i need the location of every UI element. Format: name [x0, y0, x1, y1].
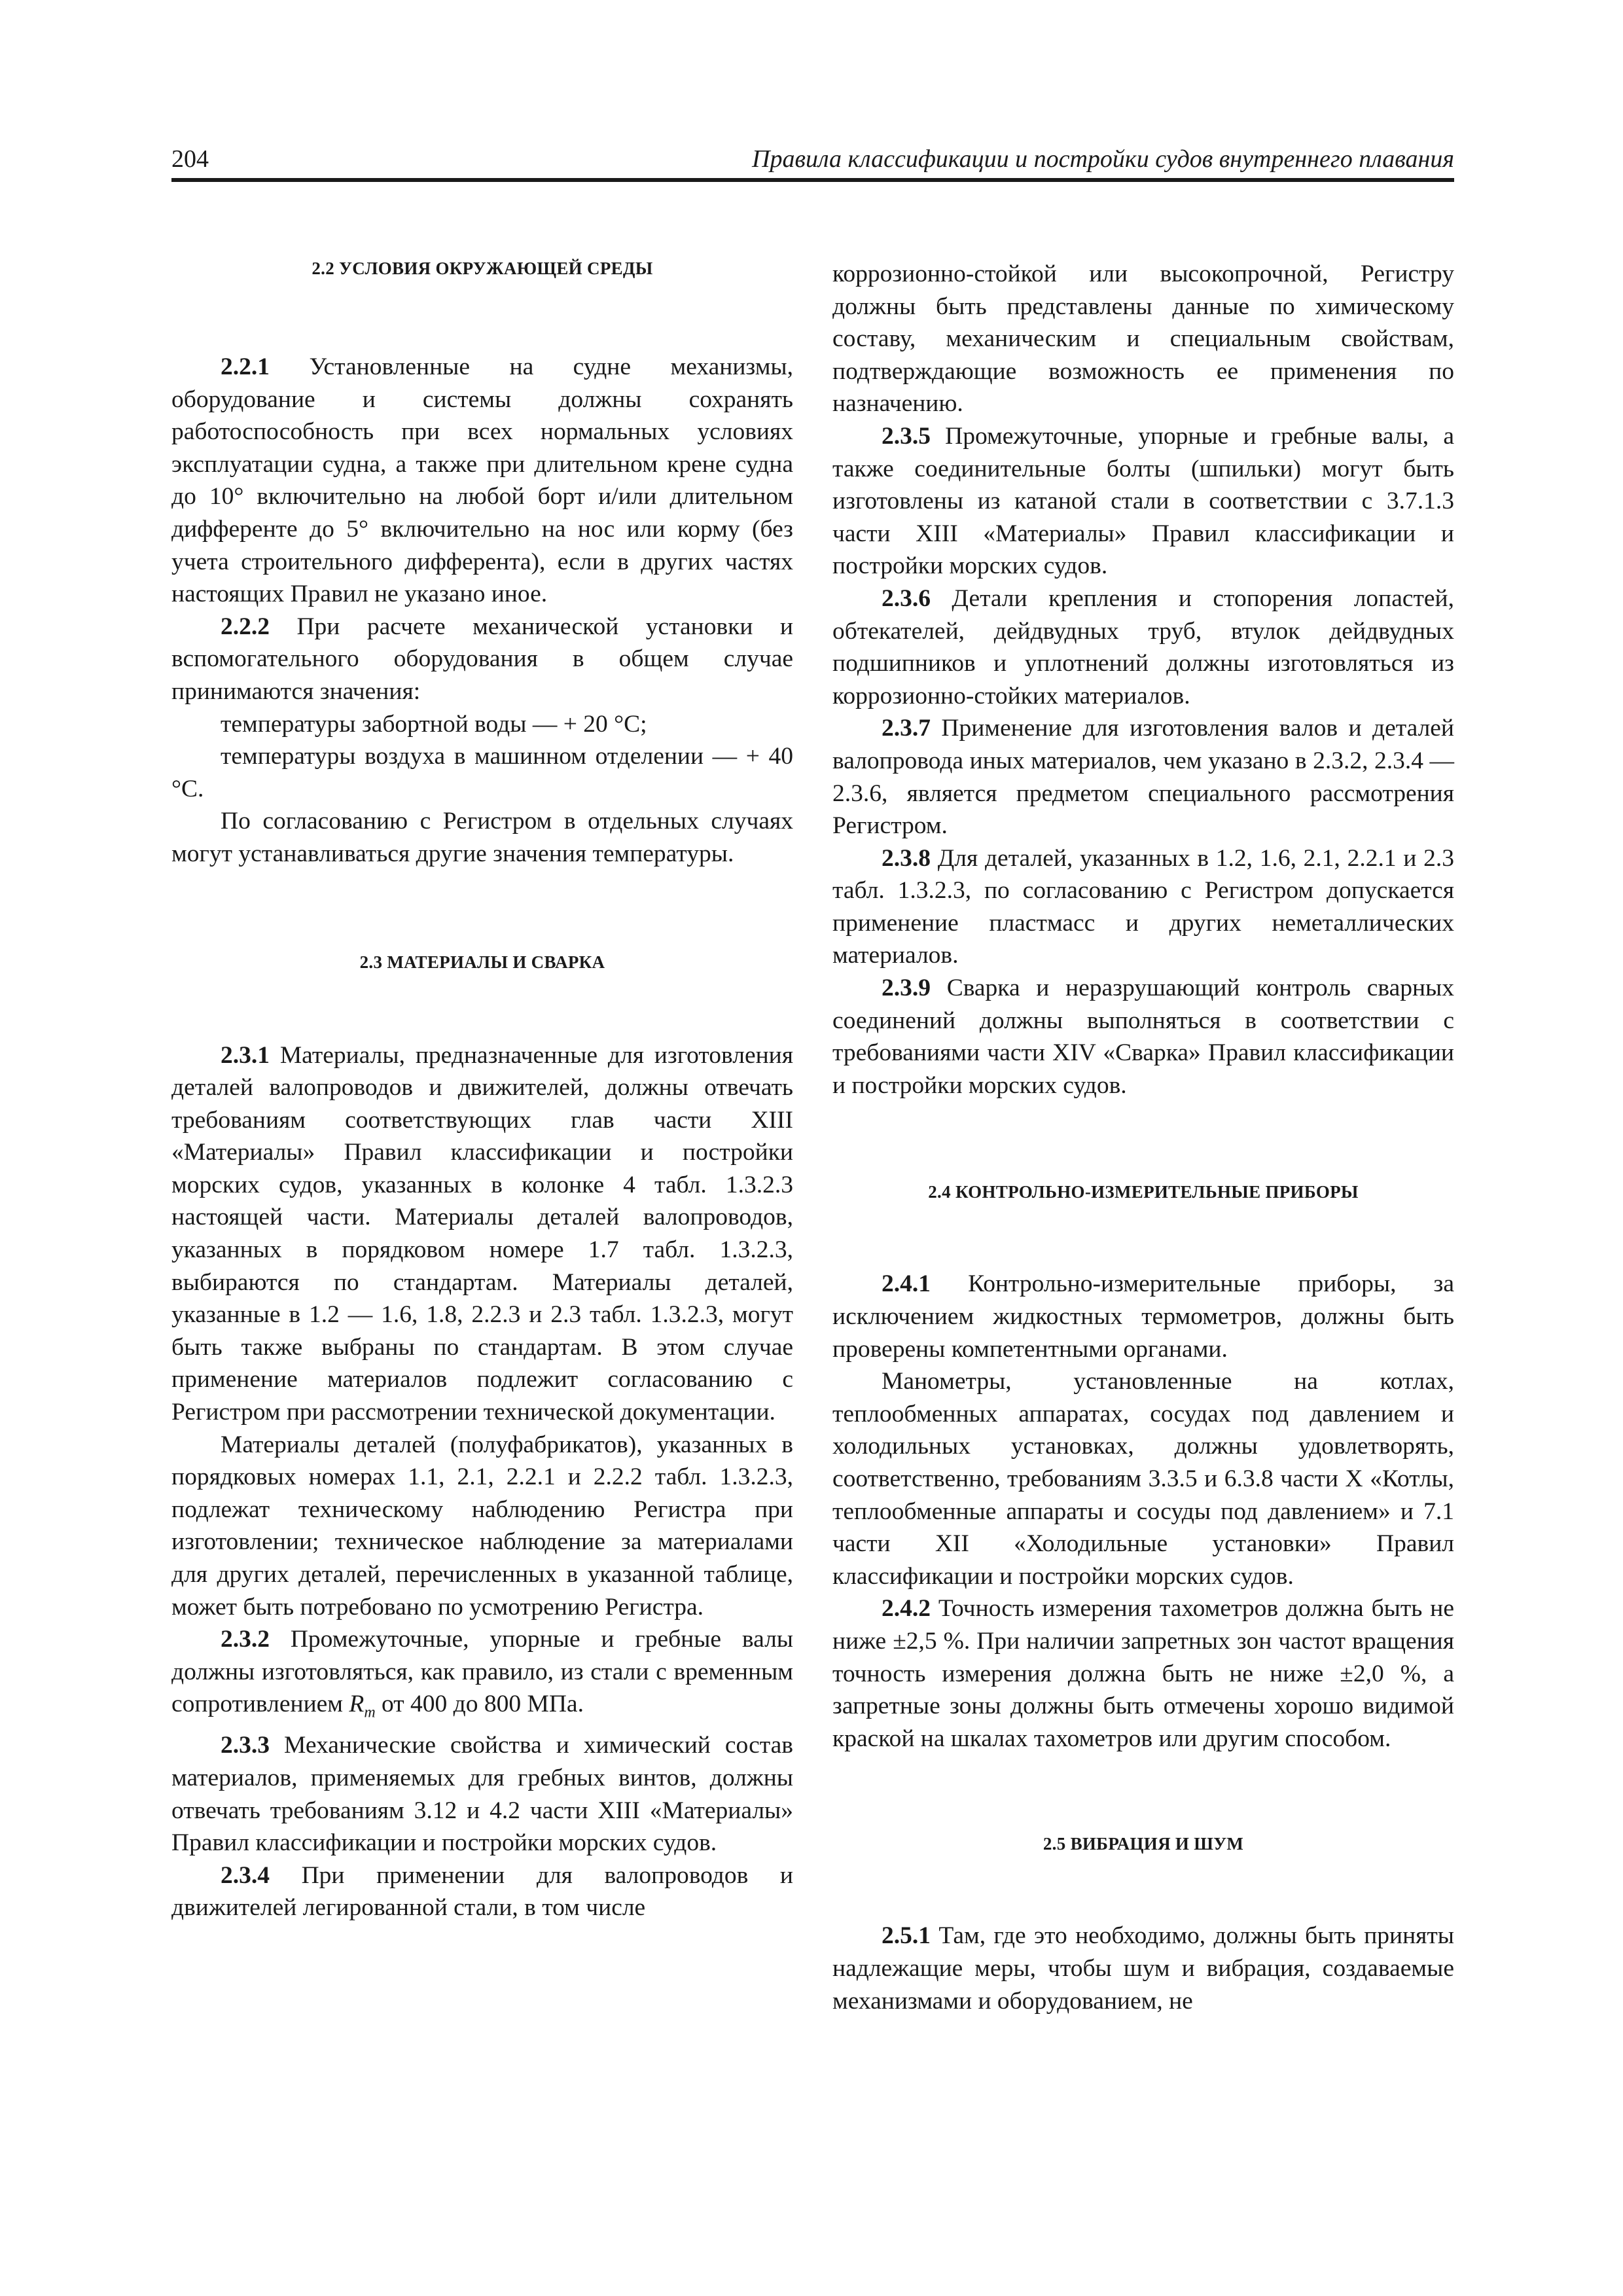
paragraph-2-2-1 [171, 351, 793, 611]
paragraph-text: Применение для изготовления валов и деталей валопровода иных материалов, чем указано в 2.3.2, 2.3.4 — 2.3.6, является предметом специального рассмотрения Регистром. [832, 715, 1454, 840]
temperature-water: температуры забортной воды — + 20 °С; [221, 710, 647, 738]
paragraph-text: Для деталей, указанных в 1.2, 1.6, 2.1, 2.2.1 и 2.3 табл. 1.3.2.3, по согласованию с Регистром допускается применение пластмасс и других неметаллических материалов. [832, 844, 1454, 969]
clause-number: 2.3.5 [882, 422, 931, 450]
page-number: 204 [171, 145, 209, 173]
clause-number: 2.3.4 [221, 1861, 270, 1889]
section-heading-2-2: 2.2 УСЛОВИЯ ОКРУЖАЮЩЕЙ СРЕДЫ [312, 259, 653, 278]
header-rule [171, 178, 1454, 182]
symbol-r: R [349, 1691, 365, 1718]
temperature-air: температуры воздуха в машинном отделении — + 40 °С. [171, 743, 793, 802]
paragraph-2-2-2 [171, 611, 793, 708]
paragraph-2-3-7 [832, 712, 1454, 842]
paragraph-text: от 400 до 800 МПа. [375, 1691, 584, 1718]
paragraph-text: Точность измерения тахометров должна быть не ниже ±2,5 %. При наличии запретных зон частот вращения точность измерения должна быть не ниже ±2,0 %, а запретные зоны должны быть отмечены хорошо видимой краской на шкалах тахометров или другим способом. [832, 1595, 1454, 1752]
paragraph-text: При применении для валопроводов и движителей легированной стали, в том числе [171, 1861, 793, 1922]
left-column [171, 255, 793, 1924]
paragraph-text: Промежуточные, упорные и гребные валы, а также соединительные болты (шпильки) могут быть изготовлены из катаной стали в соответствии с 3.7.1.3 части XIII «Материалы» Правил классификации и постройки морских судов. [832, 422, 1454, 580]
running-title: Правила классификации и постройки судов внутреннего плавания [752, 145, 1454, 173]
paragraph-2-3-1 [171, 1039, 793, 1429]
clause-number: 2.3.3 [221, 1732, 270, 1759]
paragraph-text: Материалы, предназначенные для изготовления деталей валопроводов и движителей, должны отвечать требованиям соответствующих глав части XIII «Материалы» Правил классификации и постройки морских судов, указанных в колонке 4 табл. 1.3.2.3 настоящей части. Материалы деталей валопроводов, указанных в порядковом номере 1.7 табл. 1.3.2.3, выбираются по стандартам. Материалы деталей, указанные в 1.2 — 1.6, 1.8, 2.2.3 и 2.3 табл. 1.3.2.3, могут быть также выбраны по стандартам. В этом случае применение материалов подлежит согласованию с Регистром при рассмотрении технической документации. [171, 1041, 793, 1426]
paragraph-2-5-1 [832, 1920, 1454, 2017]
paragraph-text: Механические свойства и химический состав материалов, применяемых для гребных винтов, должны отвечать требованиям 3.12 и 4.2 части XIII «Материалы» Правил классификации и постройки морских судов. [171, 1732, 793, 1857]
symbol-subscript: m [364, 1704, 376, 1721]
clause-number: 2.2.2 [221, 613, 270, 640]
page-header [171, 143, 1454, 181]
paragraph-2-3-9 [832, 972, 1454, 1102]
section-heading-2-5: 2.5 ВИБРАЦИЯ И ШУМ [1043, 1834, 1244, 1854]
clause-number: 2.4.1 [882, 1270, 931, 1298]
clause-number: 2.3.8 [882, 844, 931, 872]
paragraph-text: При расчете механической установки и вспомогательного оборудования в общем случае принимаются значения: [171, 613, 793, 705]
section-heading-2-4: 2.4 КОНТРОЛЬНО-ИЗМЕРИТЕЛЬНЫЕ ПРИБОРЫ [928, 1182, 1359, 1202]
paragraph-agreement: По согласованию с Регистром в отдельных случаях могут устанавливаться другие значения температуры. [171, 808, 793, 867]
paragraph-2-3-1-b: Материалы деталей (полуфабрикатов), указанных в порядковых номерах 1.1, 2.1, 2.2.1 и 2.2.2 табл. 1.3.2.3, подлежат техническому наблюдению Регистра при изготовлении; техническое наблюдение за материалами для других деталей, перечисленных в указанной таблице, может быть потребовано по усмотрению Регистра. [171, 1431, 793, 1621]
clause-number: 2.3.9 [882, 975, 931, 1002]
paragraph-2-4-1-b: Манометры, установленные на котлах, теплообменных аппаратах, сосудах под давлением и холодильных установках, должны удовлетворять, соответственно, требованиям 3.3.5 и 6.3.8 части X «Котлы, теплообменные аппараты и сосуды под давлением» и 7.1 части XII «Холодильные установки» Правил классификации и постройки морских судов. [832, 1368, 1454, 1590]
paragraph-2-3-5 [832, 420, 1454, 583]
clause-number: 2.3.1 [221, 1041, 270, 1069]
clause-number: 2.5.1 [882, 1922, 931, 1950]
clause-number: 2.2.1 [221, 353, 270, 380]
paragraph-2-4-2 [832, 1592, 1454, 1755]
paragraph-text: Детали крепления и стопорения лопастей, обтекателей, дейдвудных труб, втулок дейдвудных подшипников и уплотнений должны изготовляться из коррозионно-стойких материалов. [832, 584, 1454, 709]
paragraph-text: Там, где это необходимо, должны быть приняты надлежащие меры, чтобы шум и вибрация, создаваемые механизмами и оборудованием, не [832, 1922, 1454, 2015]
clause-number: 2.3.7 [882, 715, 931, 742]
right-column [832, 258, 1454, 2017]
paragraph-2-3-3 [171, 1729, 793, 1859]
paragraph-2-4-1 [832, 1268, 1454, 1365]
section-heading-2-3: 2.3 МАТЕРИАЛЫ И СВАРКА [359, 952, 605, 972]
clause-number: 2.3.2 [221, 1626, 270, 1653]
paragraph-text: Промежуточные, упорные и гребные валы должны изготовляться, как правило, из стали с временным сопротивлением [171, 1626, 793, 1718]
paragraph-2-3-6 [832, 583, 1454, 712]
paragraph-text: Сварка и неразрушающий контроль сварных соединений должны выполняться в соответствии с требованиями части XIV «Сварка» Правил классификации и постройки морских судов. [832, 975, 1454, 1099]
paragraph-2-3-8 [832, 842, 1454, 972]
paragraph-text: Контрольно-измерительные приборы, за исключением жидкостных термометров, должны быть проверены компетентными органами. [832, 1270, 1454, 1363]
paragraph-2-3-4 [171, 1859, 793, 1924]
paragraph-2-3-2 [171, 1623, 793, 1729]
clause-number: 2.3.6 [882, 584, 931, 612]
clause-number: 2.4.2 [882, 1595, 931, 1623]
paragraph-text: Установленные на судне механизмы, оборудование и системы должны сохранять работоспособность при всех нормальных условиях эксплуатации судна, а также при длительном крене судна до 10° включительно на любой борт и/или длительном дифференте до 5° включительно на нос или корму (без учета строительного дифферента), если в других частях настоящих Правил не указано иное. [171, 353, 793, 608]
paragraph-2-3-4-cont: коррозионно-стойкой или высокопрочной, Регистру должны быть представлены данные по химическому составу, механическим и специальным свойствам, подтверждающие возможность ее применения по назначению. [832, 260, 1454, 418]
